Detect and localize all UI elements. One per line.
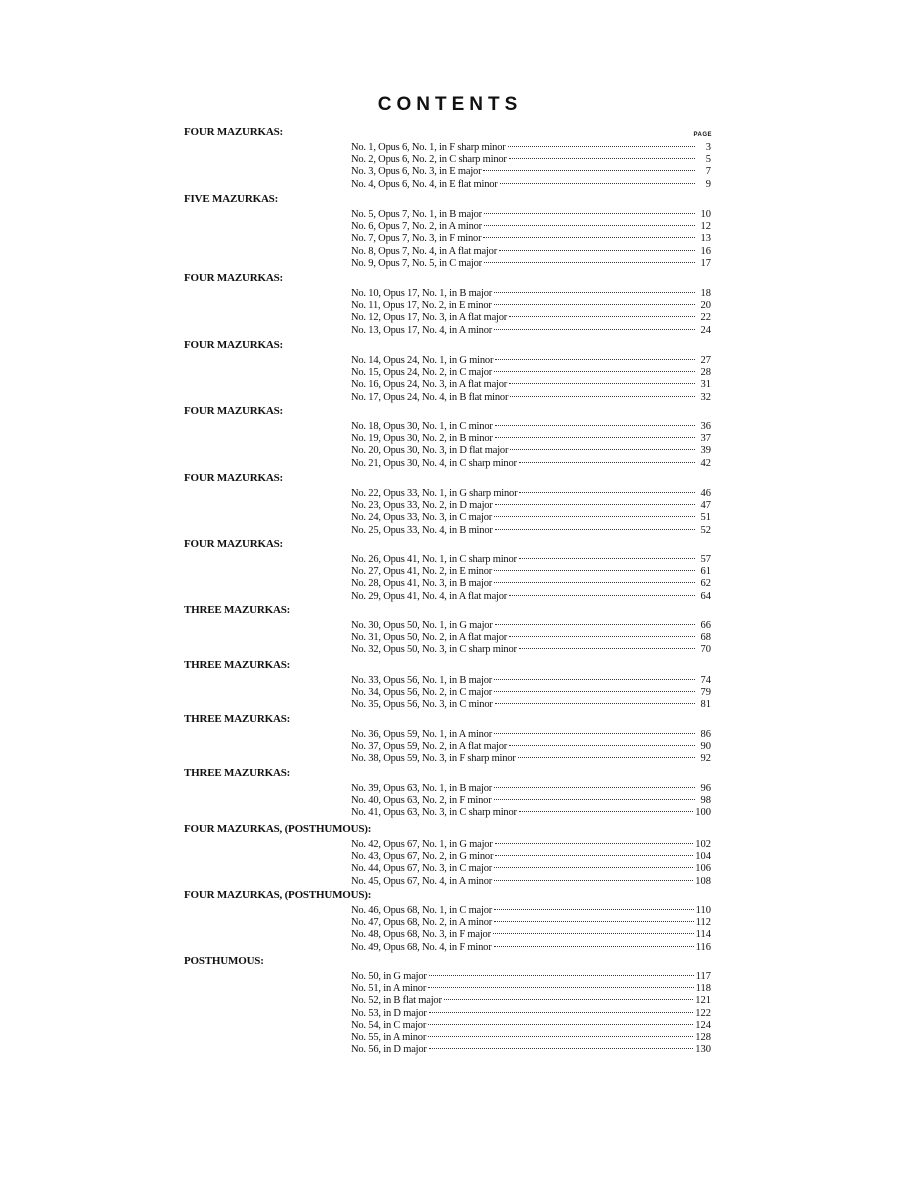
entry-label: No. 18, Opus 30, No. 1, in C minor	[351, 421, 493, 432]
contents-entry[interactable]	[351, 458, 711, 470]
dot-leader	[519, 462, 695, 463]
dot-leader	[428, 1024, 693, 1025]
entry-label: No. 26, Opus 41, No. 1, in C sharp minor	[351, 554, 517, 565]
entry-page-number: 28	[700, 367, 711, 379]
entry-label: No. 45, Opus 67, No. 4, in A minor	[351, 875, 493, 887]
entry-label: No. 29, Opus 41, No. 4, in A flat major	[351, 590, 508, 602]
entry-page-number: 51	[700, 512, 711, 524]
contents-entry[interactable]	[351, 500, 711, 512]
dot-leader	[429, 1012, 694, 1013]
contents-entry[interactable]	[351, 325, 711, 337]
entry-label: No. 20, Opus 30, No. 3, in D flat major	[351, 445, 509, 457]
entry-page-number: 121	[695, 995, 711, 1007]
entry-label: No. 16, Opus 24, No. 3, in A flat major	[351, 379, 508, 391]
entry-page-number: 32	[700, 391, 711, 403]
contents-entry[interactable]	[351, 154, 711, 166]
dot-leader	[494, 582, 695, 583]
contents-entry[interactable]	[351, 1020, 711, 1032]
contents-entry[interactable]	[351, 795, 711, 807]
contents-entry[interactable]	[351, 258, 711, 270]
entry-page-number: 61	[700, 566, 711, 578]
entry-page-number: 68	[700, 632, 711, 644]
dot-leader	[495, 624, 695, 625]
entry-label: No. 34, Opus 56, No. 2, in C major	[351, 687, 493, 699]
entry-label: No. 51, in A minor	[351, 983, 427, 995]
entry-page-number: 37	[700, 433, 711, 445]
contents-entry[interactable]	[351, 591, 711, 603]
entry-label: No. 46, Opus 68, No. 1, in C major	[351, 905, 493, 916]
entry-label: No. 17, Opus 24, No. 4, in B flat minor	[351, 391, 509, 403]
entry-label: No. 55, in A minor	[351, 1032, 427, 1043]
contents-entry[interactable]	[351, 983, 711, 995]
entry-page-number: 66	[700, 620, 711, 631]
entry-label: No. 42, Opus 67, No. 1, in G major	[351, 839, 493, 850]
entry-label: No. 25, Opus 33, No. 4, in B minor	[351, 524, 493, 536]
section-title: FOUR MAZURKAS:	[184, 472, 283, 484]
contents-entry[interactable]	[351, 741, 711, 753]
entry-label: No. 53, in D major	[351, 1007, 427, 1019]
entry-label: No. 37, Opus 59, No. 2, in A flat major	[351, 741, 508, 753]
dot-leader	[494, 909, 694, 910]
entry-page-number: 64	[700, 590, 711, 602]
contents-entry[interactable]	[351, 876, 711, 888]
entry-label: No. 3, Opus 6, No. 3, in E major	[351, 166, 482, 178]
entry-label: No. 50, in G major	[351, 971, 427, 982]
dot-leader	[494, 691, 695, 692]
section-title: THREE MAZURKAS:	[184, 767, 291, 779]
entry-page-number: 17	[700, 257, 711, 269]
entry-page-number: 74	[700, 675, 711, 686]
dot-leader	[509, 595, 695, 596]
entry-label: No. 38, Opus 59, No. 3, in F sharp minor	[351, 753, 516, 765]
entry-page-number: 7	[705, 166, 711, 178]
entry-page-number: 31	[700, 379, 711, 391]
entry-label: No. 56, in D major	[351, 1044, 427, 1056]
entry-label: No. 36, Opus 59, No. 1, in A minor	[351, 729, 493, 740]
contents-entry[interactable]	[351, 142, 711, 154]
section-title: FOUR MAZURKAS, (POSTHUMOUS):	[184, 823, 372, 835]
entry-label: No. 40, Opus 63, No. 2, in F minor	[351, 795, 492, 807]
entry-page-number: 98	[700, 795, 711, 807]
contents-entry[interactable]	[351, 312, 711, 324]
entry-label: No. 1, Opus 6, No. 1, in F sharp minor	[351, 142, 506, 153]
entry-label: No. 10, Opus 17, No. 1, in B major	[351, 288, 493, 299]
dot-leader	[494, 304, 695, 305]
entry-label: No. 22, Opus 33, No. 1, in G sharp minor	[351, 488, 518, 499]
dot-leader	[494, 329, 695, 330]
section-title: FOUR MAZURKAS, (POSTHUMOUS):	[184, 889, 372, 901]
entry-label: No. 7, Opus 7, No. 3, in F minor	[351, 233, 482, 245]
entry-page-number: 92	[700, 753, 711, 765]
dot-leader	[494, 799, 696, 800]
entry-page-number: 117	[695, 971, 711, 982]
dot-leader	[483, 170, 695, 171]
entry-page-number: 114	[695, 929, 711, 941]
entry-label: No. 13, Opus 17, No. 4, in A minor	[351, 324, 493, 336]
entry-label: No. 4, Opus 6, No. 4, in E flat minor	[351, 178, 498, 190]
dot-leader	[444, 999, 693, 1000]
dot-leader	[495, 529, 695, 530]
contents-entry[interactable]	[351, 917, 711, 929]
contents-entry[interactable]	[351, 729, 711, 741]
dot-leader	[495, 504, 695, 505]
contents-entry[interactable]	[351, 620, 711, 632]
section-title: POSTHUMOUS:	[184, 955, 264, 967]
entry-page-number: 42	[700, 457, 711, 469]
entry-page-number: 62	[700, 578, 711, 590]
dot-leader	[494, 733, 695, 734]
dot-leader	[509, 745, 695, 746]
dot-leader	[495, 855, 693, 856]
entry-label: No. 23, Opus 33, No. 2, in D major	[351, 500, 493, 512]
contents-entry[interactable]	[351, 233, 711, 245]
entry-page-number: 27	[700, 355, 711, 366]
dot-leader	[510, 449, 695, 450]
contents-entry[interactable]	[351, 421, 711, 433]
entry-label: No. 30, Opus 50, No. 1, in G major	[351, 620, 493, 631]
contents-entry[interactable]	[351, 221, 711, 233]
entry-page-number: 12	[700, 221, 711, 233]
entry-label: No. 8, Opus 7, No. 4, in A flat major	[351, 245, 498, 257]
section-title: FIVE MAZURKAS:	[184, 193, 279, 205]
entry-page-number: 100	[695, 807, 711, 819]
dot-leader	[484, 213, 695, 214]
contents-entry[interactable]	[351, 632, 711, 644]
entry-label: No. 41, Opus 63, No. 3, in C sharp minor	[351, 807, 517, 819]
entry-page-number: 22	[700, 312, 711, 324]
dot-leader	[495, 437, 695, 438]
contents-entry[interactable]	[351, 1044, 711, 1056]
contents-entry[interactable]	[351, 942, 711, 954]
entry-page-number: 102	[695, 839, 711, 850]
contents-entry[interactable]	[351, 554, 711, 566]
contents-entry[interactable]	[351, 433, 711, 445]
entry-page-number: 5	[705, 154, 711, 166]
entry-page-number: 96	[700, 783, 711, 794]
contents-entry[interactable]	[351, 851, 711, 863]
dot-leader	[494, 371, 695, 372]
contents-entry[interactable]	[351, 753, 711, 765]
contents-entry[interactable]	[351, 1032, 711, 1044]
dot-leader	[499, 250, 695, 251]
contents-entry[interactable]	[351, 644, 711, 656]
entry-page-number: 47	[700, 500, 711, 512]
contents-entry[interactable]	[351, 367, 711, 379]
contents-entry[interactable]	[351, 863, 711, 875]
contents-entry[interactable]	[351, 525, 711, 537]
dot-leader	[429, 975, 694, 976]
page-column-label: PAGE	[693, 132, 712, 138]
entry-page-number: 39	[700, 445, 711, 457]
dot-leader	[509, 383, 695, 384]
dot-leader	[510, 396, 695, 397]
contents-entry[interactable]	[351, 355, 711, 367]
contents-entry[interactable]	[351, 839, 711, 851]
section-title: FOUR MAZURKAS:	[184, 272, 283, 284]
section-title: THREE MAZURKAS:	[184, 604, 291, 616]
dot-leader	[494, 516, 695, 517]
dot-leader	[495, 359, 695, 360]
dot-leader	[508, 146, 695, 147]
dot-leader	[484, 262, 695, 263]
entry-page-number: 10	[700, 209, 711, 220]
entry-label: No. 9, Opus 7, No. 5, in C major	[351, 257, 482, 269]
entry-label: No. 14, Opus 24, No. 1, in G minor	[351, 355, 494, 366]
entry-page-number: 3	[705, 142, 711, 153]
entry-page-number: 122	[695, 1007, 711, 1019]
contents-entry[interactable]	[351, 512, 711, 524]
entry-page-number: 81	[700, 699, 711, 711]
section-title: FOUR MAZURKAS:	[184, 405, 283, 417]
entry-page-number: 124	[695, 1019, 711, 1031]
contents-entry[interactable]	[351, 246, 711, 258]
contents-entry[interactable]	[351, 209, 711, 221]
dot-leader	[494, 787, 695, 788]
entry-page-number: 52	[700, 524, 711, 536]
entry-label: No. 15, Opus 24, No. 2, in C major	[351, 367, 493, 379]
dot-leader	[519, 492, 695, 493]
entry-label: No. 5, Opus 7, No. 1, in B major	[351, 209, 482, 220]
dot-leader	[519, 558, 695, 559]
section-title: THREE MAZURKAS:	[184, 659, 291, 671]
contents-entry[interactable]	[351, 783, 711, 795]
dot-leader	[509, 316, 695, 317]
page-title: CONTENTS	[377, 94, 523, 115]
contents-entry[interactable]	[351, 445, 711, 457]
contents-entry[interactable]	[351, 1008, 711, 1020]
dot-leader	[494, 867, 693, 868]
section-title: FOUR MAZURKAS:	[184, 538, 283, 550]
contents-entry[interactable]	[351, 995, 711, 1007]
entry-label: No. 12, Opus 17, No. 3, in A flat major	[351, 312, 508, 324]
entry-label: No. 24, Opus 33, No. 3, in C major	[351, 512, 493, 524]
entry-label: No. 2, Opus 6, No. 2, in C sharp minor	[351, 154, 507, 166]
section-title: FOUR MAZURKAS:	[184, 339, 283, 351]
entry-label: No. 44, Opus 67, No. 3, in C major	[351, 863, 493, 875]
entry-label: No. 6, Opus 7, No. 2, in A minor	[351, 221, 482, 233]
contents-entry[interactable]	[351, 288, 711, 300]
entry-page-number: 108	[695, 875, 711, 887]
entry-page-number: 110	[695, 905, 711, 916]
dot-leader	[493, 933, 694, 934]
dot-leader	[429, 1048, 694, 1049]
dot-leader	[494, 292, 695, 293]
entry-label: No. 35, Opus 56, No. 3, in C minor	[351, 699, 493, 711]
entry-label: No. 32, Opus 50, No. 3, in C sharp minor	[351, 644, 517, 656]
dot-leader	[494, 880, 693, 881]
dot-leader	[495, 425, 695, 426]
dot-leader	[484, 225, 695, 226]
dot-leader	[509, 636, 695, 637]
contents-entry[interactable]	[351, 578, 711, 590]
contents-entry[interactable]	[351, 166, 711, 178]
entry-label: No. 27, Opus 41, No. 2, in E minor	[351, 566, 493, 578]
entry-label: No. 54, in C major	[351, 1019, 427, 1031]
contents-entry[interactable]	[351, 675, 711, 687]
contents-entry[interactable]	[351, 687, 711, 699]
entry-page-number: 104	[695, 851, 711, 863]
dot-leader	[495, 703, 695, 704]
dot-leader	[495, 843, 694, 844]
section-title: THREE MAZURKAS:	[184, 713, 291, 725]
entry-label: No. 33, Opus 56, No. 1, in B major	[351, 675, 493, 686]
entry-page-number: 106	[695, 863, 711, 875]
dot-leader	[494, 946, 694, 947]
contents-entry[interactable]	[351, 379, 711, 391]
entry-page-number: 24	[700, 324, 711, 336]
entry-label: No. 49, Opus 68, No. 4, in F minor	[351, 941, 492, 953]
entry-page-number: 9	[705, 178, 711, 190]
entry-page-number: 112	[695, 917, 711, 929]
entry-page-number: 118	[695, 983, 711, 995]
dot-leader	[509, 158, 695, 159]
entry-page-number: 13	[700, 233, 711, 245]
entry-label: No. 31, Opus 50, No. 2, in A flat major	[351, 632, 508, 644]
entry-page-number: 86	[700, 729, 711, 740]
entry-label: No. 48, Opus 68, No. 3, in F major	[351, 929, 491, 941]
entry-label: No. 11, Opus 17, No. 2, in E minor	[351, 300, 492, 312]
entry-page-number: 16	[700, 245, 711, 257]
entry-page-number: 130	[695, 1044, 711, 1056]
entry-page-number: 116	[695, 941, 711, 953]
dot-leader	[500, 183, 695, 184]
entry-page-number: 79	[700, 687, 711, 699]
section-title: FOUR MAZURKAS:	[184, 126, 283, 138]
dot-leader	[494, 570, 695, 571]
dot-leader	[519, 648, 695, 649]
entry-label: No. 21, Opus 30, No. 4, in C sharp minor	[351, 457, 517, 469]
entry-label: No. 39, Opus 63, No. 1, in B major	[351, 783, 493, 794]
contents-entry[interactable]	[351, 566, 711, 578]
dot-leader	[428, 987, 693, 988]
contents-entry[interactable]	[351, 971, 711, 983]
contents-entry[interactable]	[351, 179, 711, 191]
dot-leader	[494, 921, 694, 922]
dot-leader	[428, 1036, 693, 1037]
entry-label: No. 28, Opus 41, No. 3, in B major	[351, 578, 493, 590]
entry-page-number: 128	[695, 1032, 711, 1043]
entry-page-number: 46	[700, 488, 711, 499]
entry-page-number: 70	[700, 644, 711, 656]
entry-label: No. 52, in B flat major	[351, 995, 442, 1007]
contents-entry[interactable]	[351, 905, 711, 917]
entry-label: No. 19, Opus 30, No. 2, in B minor	[351, 433, 493, 445]
entry-page-number: 57	[700, 554, 711, 565]
entry-label: No. 47, Opus 68, No. 2, in A minor	[351, 917, 493, 929]
dot-leader	[483, 237, 695, 238]
dot-leader	[518, 757, 695, 758]
entry-page-number: 90	[700, 741, 711, 753]
contents-entry[interactable]	[351, 807, 711, 819]
entry-label: No. 43, Opus 67, No. 2, in G minor	[351, 851, 494, 863]
dot-leader	[494, 679, 695, 680]
dot-leader	[519, 811, 693, 812]
contents-entry[interactable]	[351, 300, 711, 312]
entry-page-number: 20	[700, 300, 711, 312]
entry-page-number: 18	[700, 288, 711, 299]
contents-entry[interactable]	[351, 488, 711, 500]
contents-entry[interactable]	[351, 392, 711, 404]
contents-entry[interactable]	[351, 699, 711, 711]
contents-entry[interactable]	[351, 929, 711, 941]
entry-page-number: 36	[700, 421, 711, 432]
